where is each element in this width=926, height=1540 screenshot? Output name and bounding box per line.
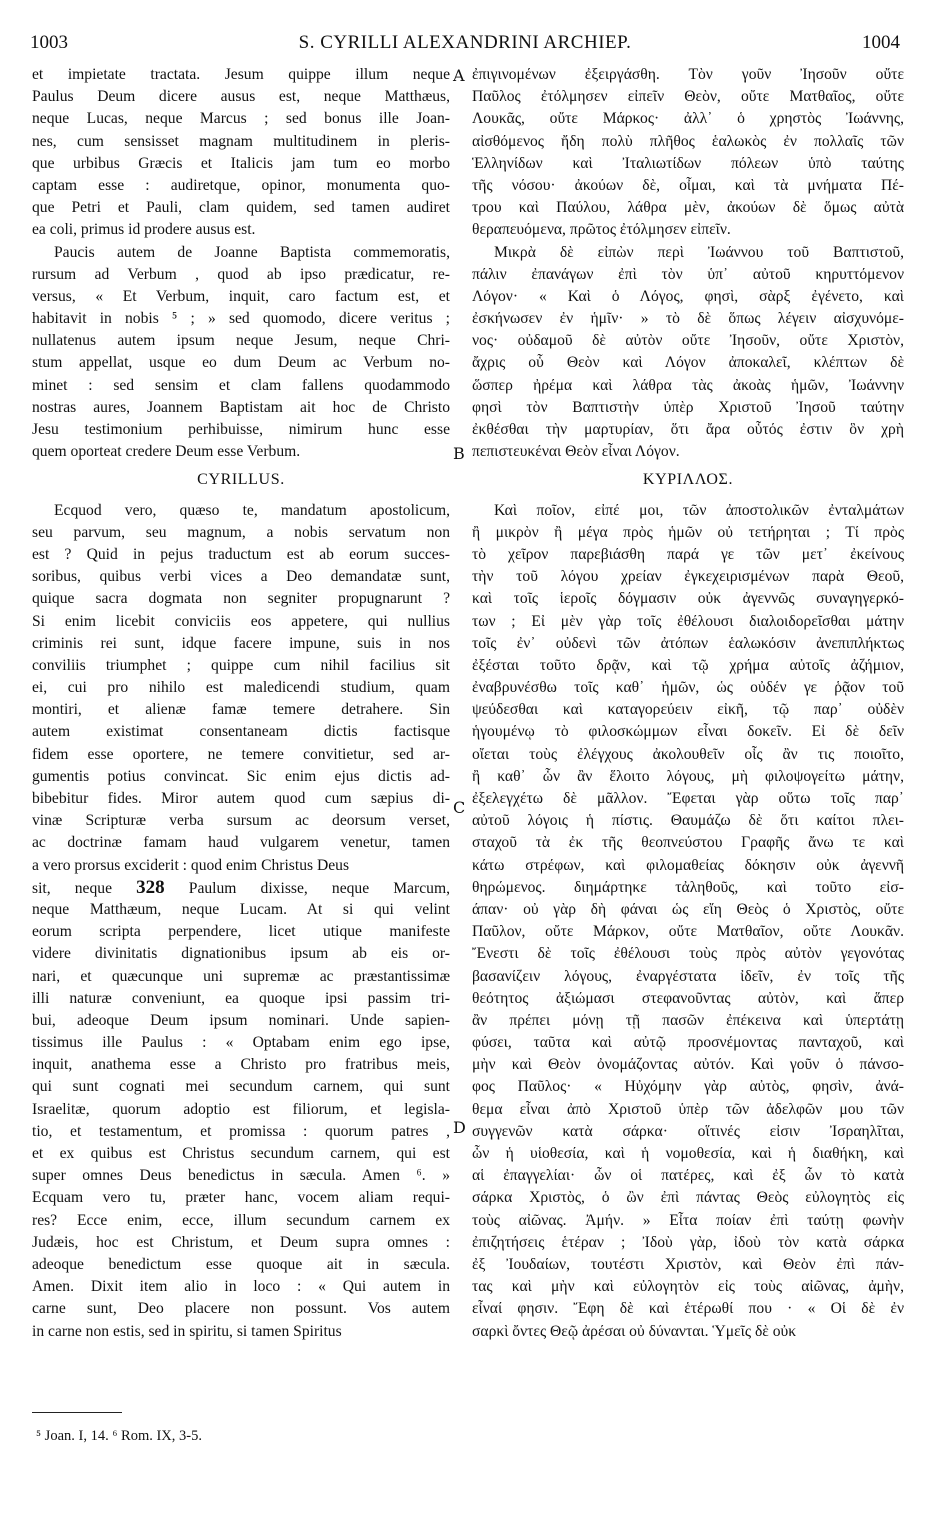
text-line: montiri, et alienæ famæ temere detrahere. Sin	[32, 701, 450, 719]
latin-paragraph-3-cont	[32, 899, 450, 1343]
text-line: Paulus Deum dicere ausus est, neque Matthæus,	[32, 88, 450, 106]
text-line: criminis rei sunt, idque facere impune, suis in nos	[32, 634, 450, 652]
text-line: μὴν καὶ Θεὸν ὀνομάζοντας αὐτόν. Καὶ γοῦν ὁ πάνσο-	[472, 1056, 904, 1074]
text-line: ἐπιζητήσεις ἑτέραν ; Ἰδοὺ γὰρ, ἰδοὺ τὸν κατὰ σάρκα	[472, 1233, 904, 1251]
text-line: super omnes Deus benedictus in sæcula. Amen ⁶. »	[32, 1167, 450, 1185]
greek-paragraph-3	[472, 500, 904, 1343]
text-line: τοῖς ἐν᾽ οὐδενὶ τῶν ἀτόπων ἑαλωκόσιν ἀνεπιπλήκτως	[472, 634, 904, 652]
text-line: καὶ τοῖς ἱεροῖς δόγμασιν οὐκ ἀγεννῶς συναγηγερκό-	[472, 590, 904, 608]
text-line: nullatenus autem ipsum neque Jesum, neque Chri-	[32, 332, 450, 350]
text-line: ἡγουμένῳ τὸ φιλοσκώμμων εἶναι δοκεῖν. Εἰ δὲ δεῖν	[472, 723, 904, 741]
text-line: Ecquod vero, quæso te, mandatum apostolicum,	[54, 501, 450, 519]
text-line: ἢ καθ᾽ ὧν ἂν ἕλοιτο λόγους, μὴ φιλοψογείτω μάτην,	[472, 767, 904, 785]
text-line: βασανίζειν λόγους, ἐναργέστατα ἰδεῖν, ἐν τοῖς τῆς	[472, 967, 904, 985]
text-line: ἐκθέσθαι τὴν μαρτυρίαν, ὅτι ἄρα οὗτός ἐστιν ὃν χρὴ	[472, 421, 904, 438]
text-line: θεραπευόμενα, πρῶτος ἐτόλμησεν εἰπεῖν.	[472, 221, 731, 239]
text-line: ὧν ἡ υἱοθεσία, καὶ ἡ νομοθεσία, καὶ ἡ διαθήκη, καὶ	[472, 1145, 904, 1162]
text-line: neque Matthæum, neque Lucam. At si qui velint	[32, 900, 450, 918]
text-line: ἐπιγινομένων ἐξειργάσθη. Τὸν γοῦν Ἰησοῦν οὔτε	[472, 66, 904, 83]
text-line: τὸ χεῖρον παρεβιάσθη παρά γε τῶν μετ᾽ ἐκείνους	[472, 545, 904, 563]
text-line: ei, cui pro nihilo est maledicendi studium, quam	[32, 679, 450, 697]
text-line: illi naturæ conveniunt, ea quoque ipsi passim tri-	[32, 989, 450, 1007]
text-line: τοὺς αἰῶνας. Ἀμήν. » Εἶτα ποίαν ἐπὶ ταύτῃ φωνὴν	[472, 1211, 904, 1229]
text-line: σάρκα Χριστὸς, ὁ ὢν ἐπὶ πάντας Θεὸς εὐλογητὸς εἰς	[472, 1189, 904, 1207]
text-line: Παῦλος ἐτόλμησεν εἰπεῖν Θεὸν, οὔτε Ματθαῖος, οὔτε	[472, 88, 904, 106]
text-line: των ; Εἰ μὲν γὰρ τοῖς ἐθέλουσι διαλοιδορεῖσθαι μάτην	[472, 612, 904, 630]
latin-paragraph-3	[32, 500, 450, 877]
text-line: συγγενῶν κατὰ σάρκα· οἵτινές εἰσιν Ἰσραηλῖται,	[472, 1122, 904, 1140]
text-line: nostras aures, Joannem Baptistam ait hoc de Christo	[32, 398, 450, 416]
text-line: eorum scripta perpendere, licet utique manifeste	[32, 923, 450, 941]
text-line: quique sacra dogmata non segniter propugnarunt ?	[32, 590, 450, 608]
page-header	[30, 32, 900, 58]
column-number-328: 328	[136, 876, 165, 898]
text-line: ἢ μικρὸν ἢ μέγα πρὸς ἡμῶν οὐ τετήρηται ; Τί πρὸς	[472, 523, 904, 541]
text-line: nes, cum sensisset magnam multitudinem in pleris-	[32, 132, 450, 150]
text-line: νος· οὐδαμοῦ δὲ αὐτὸν οὔτε Ἰησοῦν, οὔτε Χριστὸν,	[472, 332, 904, 350]
text-line: bibebitur fides. Miror autem quod cum sæpius di-	[32, 790, 450, 807]
text-line: ὥσπερ ἠρέμα καὶ λάθρα τὰς ἀκοὰς ἡμῶν, Ἰωάννην	[472, 376, 904, 394]
text-line: σαρκὶ ὄντες Θεῷ ἀρέσαι οὐ δύνανται. Ὑμεῖς δὲ οὐκ	[472, 1322, 797, 1340]
text-line: Amen. Dixit item alio in loco : « Qui autem in	[32, 1278, 450, 1296]
text-line: Judæis, hoc est Christum, et Deum supra omnes :	[32, 1233, 450, 1251]
text-line: res? Ecce enim, ecce, illum secundum carnem ex	[32, 1211, 450, 1229]
margin-marker-a: A	[453, 66, 465, 85]
text-line: carne sunt, Deo placere non possunt. Vos autem	[32, 1300, 450, 1318]
text-line: ἐσκήνωσεν ἐν ἡμῖν· » τὸ δὲ ὅπως λέγειν αἰσχυνόμε-	[472, 310, 904, 328]
text-line: conviliis triumphet ; quippe cum nihil facilius sit	[32, 656, 450, 674]
text-line: θεμα εἶναι ἀπὸ Χριστοῦ ὑπὲρ τῶν ἀδελφῶν μου τῶν	[472, 1100, 904, 1118]
text-line: οἴεται τοὺς ἐλέγχους ἀκολουθεῖν οἷς ἂν τις ποιοῖτο,	[472, 745, 904, 763]
text-line: Jesu testimonium perhibuisse, nimirum hunc esse	[32, 421, 450, 438]
text-line: Si enim licebit conviciis eos appetere, qui nullius	[32, 612, 450, 630]
text-line: ἐξέσται τοῦτο δρᾷν, καὶ τῷ χρήμα αὐτοῖς ἀζήμιον,	[472, 656, 904, 674]
text-line: αὐτοῦ λόγοις ἡ πίστις. Θαυμάζω δὲ ὅτι καίτοι πλει-	[472, 812, 904, 830]
text-line: a vero prorsus exciderit : quod enim Christus Deus	[32, 856, 350, 874]
text-line: stum appellat, usque eo dum Deum ac Verbum no-	[32, 354, 450, 372]
text-line: θεότητος ἀξιώμασι στεφανοῦντας αὐτὸν, καὶ ἅπερ	[472, 989, 904, 1007]
text-line: κάτω στρέφων, καὶ φιλομαθείας δόκησιν οὐκ ἀγεννῆ	[472, 856, 904, 874]
text-line: quem oporteat credere Deum esse Verbum.	[32, 443, 301, 461]
text-line: ac doctrinæ famam haud vulgarem venetur, tamen	[32, 834, 450, 852]
text-line: αἰσθόμενος ἤδη πολὺ πλῆθος ἑαλωκὸς ἐν πολλαῖς τῶν	[472, 132, 904, 150]
text-line: bui, adeoque Deum ipsum nominari. Unde sapien-	[32, 1011, 450, 1029]
text-line: rursum ad Verbum , quod ab ipso prædicatur, re-	[32, 265, 450, 283]
text-line: Καὶ ποῖον, εἰπέ μοι, τῶν ἀποστολικῶν ἐνταλμάτων	[494, 501, 904, 519]
latin-column	[32, 64, 450, 1343]
text-line: que urbibus Græcis et Italicis jam tum eo morbo	[32, 154, 450, 172]
text-line: πάλιν ἐπανάγων ἐπὶ τὸν ὑπ᾽ αὐτοῦ κηρυττόμενον	[472, 265, 904, 283]
text-line: autem existimat consentaneam dictis factisque	[32, 723, 450, 741]
text-line: ἄχρις οὗ Θεὸν καὶ Λόγον ἀποκαλεῖ, κλέπτων δὲ	[472, 354, 904, 372]
text-line: tio, et testamentum, et promissa : quorum patres ,	[32, 1122, 450, 1140]
greek-column	[472, 64, 904, 1343]
text-line: τας καὶ μὴν καὶ εὐλογητὸν εἰς τοὺς αἰῶνας, ἀμὴν,	[472, 1278, 904, 1296]
latin-section-title: CYRILLUS.	[197, 471, 285, 489]
left-page-number: 1003	[30, 32, 68, 53]
text-line: φος Παῦλος· « Ηὐχόμην γὰρ αὐτὸς, φησὶν, ἀνά-	[472, 1078, 904, 1096]
text-line: ea coli, primus id prodere ausus est.	[32, 221, 256, 239]
text-line: άπαν· οὐ γὰρ δὴ φάναι ὡς εἴη Θεὸς ὁ Χριστὸς, οὔτε	[472, 900, 904, 918]
margin-marker-c: C	[453, 798, 466, 817]
text-line: neque Lucas, neque Marcus ; sed bonus ille Joan-	[32, 110, 450, 128]
text-line: ἐναβρυνέσθω τοῖς καθ᾽ ἡμῶν, ὡς οὐδέν γε ῥᾷον τοῦ	[472, 679, 904, 697]
text-line: tissimus ille Paulus : « Optabam enim ego ipse,	[32, 1034, 450, 1052]
right-page-number: 1004	[862, 32, 900, 53]
footnotes: ⁵ Joan. I, 14. ⁶ Rom. IX, 3-5.	[36, 1428, 202, 1444]
latin-line-328: sit, neque 328 Paulum dixisse, neque Marcum,	[32, 876, 450, 898]
text-line: φησὶ τὸν Βαπτιστὴν ὑπὲρ Χριστοῦ Ἰησοῦ ταύτην	[472, 398, 904, 416]
latin-paragraph-2	[32, 242, 450, 464]
text-line: θηρώμενος. διημάρτηκε τἀληθοῦς, καὶ τοῦτο εἰσ-	[472, 878, 904, 896]
text-line: gumentis potius convincat. Sic enim ejus dictis ad-	[32, 767, 450, 785]
text-line: qui sunt cognati mei secundum carnem, qui sunt	[32, 1078, 450, 1096]
text-line: in carne non estis, sed in spiritu, si tamen Spiritus	[32, 1322, 342, 1340]
latin-paragraph-1	[32, 64, 450, 242]
text-line: versus, « Et Verbum, inquit, caro factum est, et	[32, 287, 450, 305]
text-line: minet : sed sensim et clam fallens quodammodo	[32, 376, 450, 394]
greek-section-title: ΚΥΡΙΛΛΟΣ.	[642, 471, 734, 489]
text-line: que Petri et Pauli, clam quidem, sed tamen audiret	[32, 199, 450, 217]
text-line: αἱ ἐπαγγελίαι· ὧν οἱ πατέρες, καὶ ἐξ ὧν τὸ κατὰ	[472, 1167, 904, 1185]
text-line: Ἑλληνίδων καὶ Ἰταλιωτίδων πόλεων ὑπὸ ταύτης	[472, 154, 904, 172]
text-line: fidem esse oportere, ne temere convitietur, sed ar-	[32, 745, 450, 763]
text-line: est ? Quid in pejus traductum est ab eorum succes-	[32, 545, 450, 563]
text-line: inquit, anathema esse a Christo pro fratribus meis,	[32, 1056, 450, 1074]
text-line: εἶναί φησιν. Ἔφη δὲ καὶ ἑτέρωθί που · « Οἱ δὲ ἐν	[472, 1300, 904, 1318]
text-line: soribus, quibus verbi vices a Deo demandatæ sunt,	[32, 568, 450, 586]
text-line: habitavit in nobis ⁵ ; » sed quomodo, dicere veritus ;	[32, 310, 450, 328]
text-line: Μικρὰ δὲ εἰπὼν περὶ Ἰωάννου τοῦ Βαπτιστοῦ,	[494, 243, 904, 261]
text-line: τῆς νόσου· ἀκούων δὲ, οἶμαι, καὶ τὰ μνήματα Πέ-	[472, 176, 904, 194]
text-line: Παῦλον, οὔτε Μάρκον, οὔτε Ματθαῖον, οὔτε Λουκᾶν.	[472, 923, 904, 941]
greek-paragraph-2	[472, 242, 904, 464]
text-line: ἂν πρέπει μόνῃ τῇ πασῶν ἐπέκεινα καὶ ὑπερτάτῃ	[472, 1011, 904, 1029]
text-line: videre divinitatis dignationibus ipsum ab eis or-	[32, 945, 450, 963]
text-line: Israelitæ, quorum adoptio est filiorum, et legisla-	[32, 1100, 450, 1118]
text-line: ψεύδεσθαι καὶ καταγορεύειν εἰκῆ, τῷ παρ᾽ οὐδὲν	[472, 701, 904, 719]
text-line: Paucis autem de Joanne Baptista commemoratis,	[54, 243, 450, 261]
footnote-rule	[32, 1412, 122, 1413]
text-line: τρου καὶ Παύλου, λάθρα μὲν, ἀκούων δὲ ὅμως αὐτὰ	[472, 199, 904, 217]
text-line: vinæ Scripturæ verba sursum ac deorsum verset,	[32, 812, 450, 830]
margin-marker-b: B	[453, 444, 465, 463]
text-line: seu parvum, seu magnum, a nobis servatum non	[32, 523, 450, 541]
text-line: Ecquam vero tu, præter hanc, vocem aliam requi-	[32, 1189, 450, 1207]
text-line: τὴν τοῦ λόγου χρείαν ἐγκεχειρισμένων παρὰ Θεοῦ,	[472, 568, 904, 586]
text-line: captam esse : audiretque, opinor, monumenta quo-	[32, 176, 450, 194]
margin-marker-d: D	[453, 1118, 466, 1137]
text-line: Λόγον· « Καὶ ὁ Λόγος, φησὶ, σὰρξ ἐγένετο, καὶ	[472, 287, 904, 305]
text-line: ἐξελεγχέτω δὲ μᾶλλον. Ἔφεται γὰρ οὕτω τοῖς παρ᾽	[472, 790, 904, 807]
text-line: et impietate tractata. Jesum quippe illum neque	[32, 66, 450, 83]
text-line: Ἔνεστι δὲ τοῖς ἐθέλουσι τοὺς πρὸς αὐτὸν γεγονότας	[472, 945, 904, 963]
text-line: πεπιστευκέναι Θεὸν εἶναι Λόγον.	[472, 443, 680, 461]
text-line: φύσει, ταῦτα καὶ αὐτῷ προσνέμοντας πανταχοῦ, καὶ	[472, 1034, 904, 1052]
text-line: et ex quibus est Christus secundum carnem, qui est	[32, 1145, 450, 1162]
greek-paragraph-1	[472, 64, 904, 242]
text-line: adeoque benedictum esse quoque ait in sæcula.	[32, 1255, 450, 1273]
text-line: ἐξ Ἰουδαίων, τουτέστι Χριστὸν, καὶ Θεὸν ἐπὶ πάν-	[472, 1255, 904, 1273]
running-title: S. CYRILLI ALEXANDRINI ARCHIEP.	[298, 32, 632, 53]
text-line: Λουκᾶς, οὔτε Μάρκος· ἀλλ᾽ ὁ χρηστὸς Ἰωάννης,	[472, 110, 904, 128]
text-line: σταχοῦ τὰ ἐκ τῆς θεοπνεύστου Γραφῆς ἄνω τε καὶ	[472, 834, 904, 852]
text-line: nari, et quæcunque uni supremæ ac præstantissimæ	[32, 967, 450, 985]
